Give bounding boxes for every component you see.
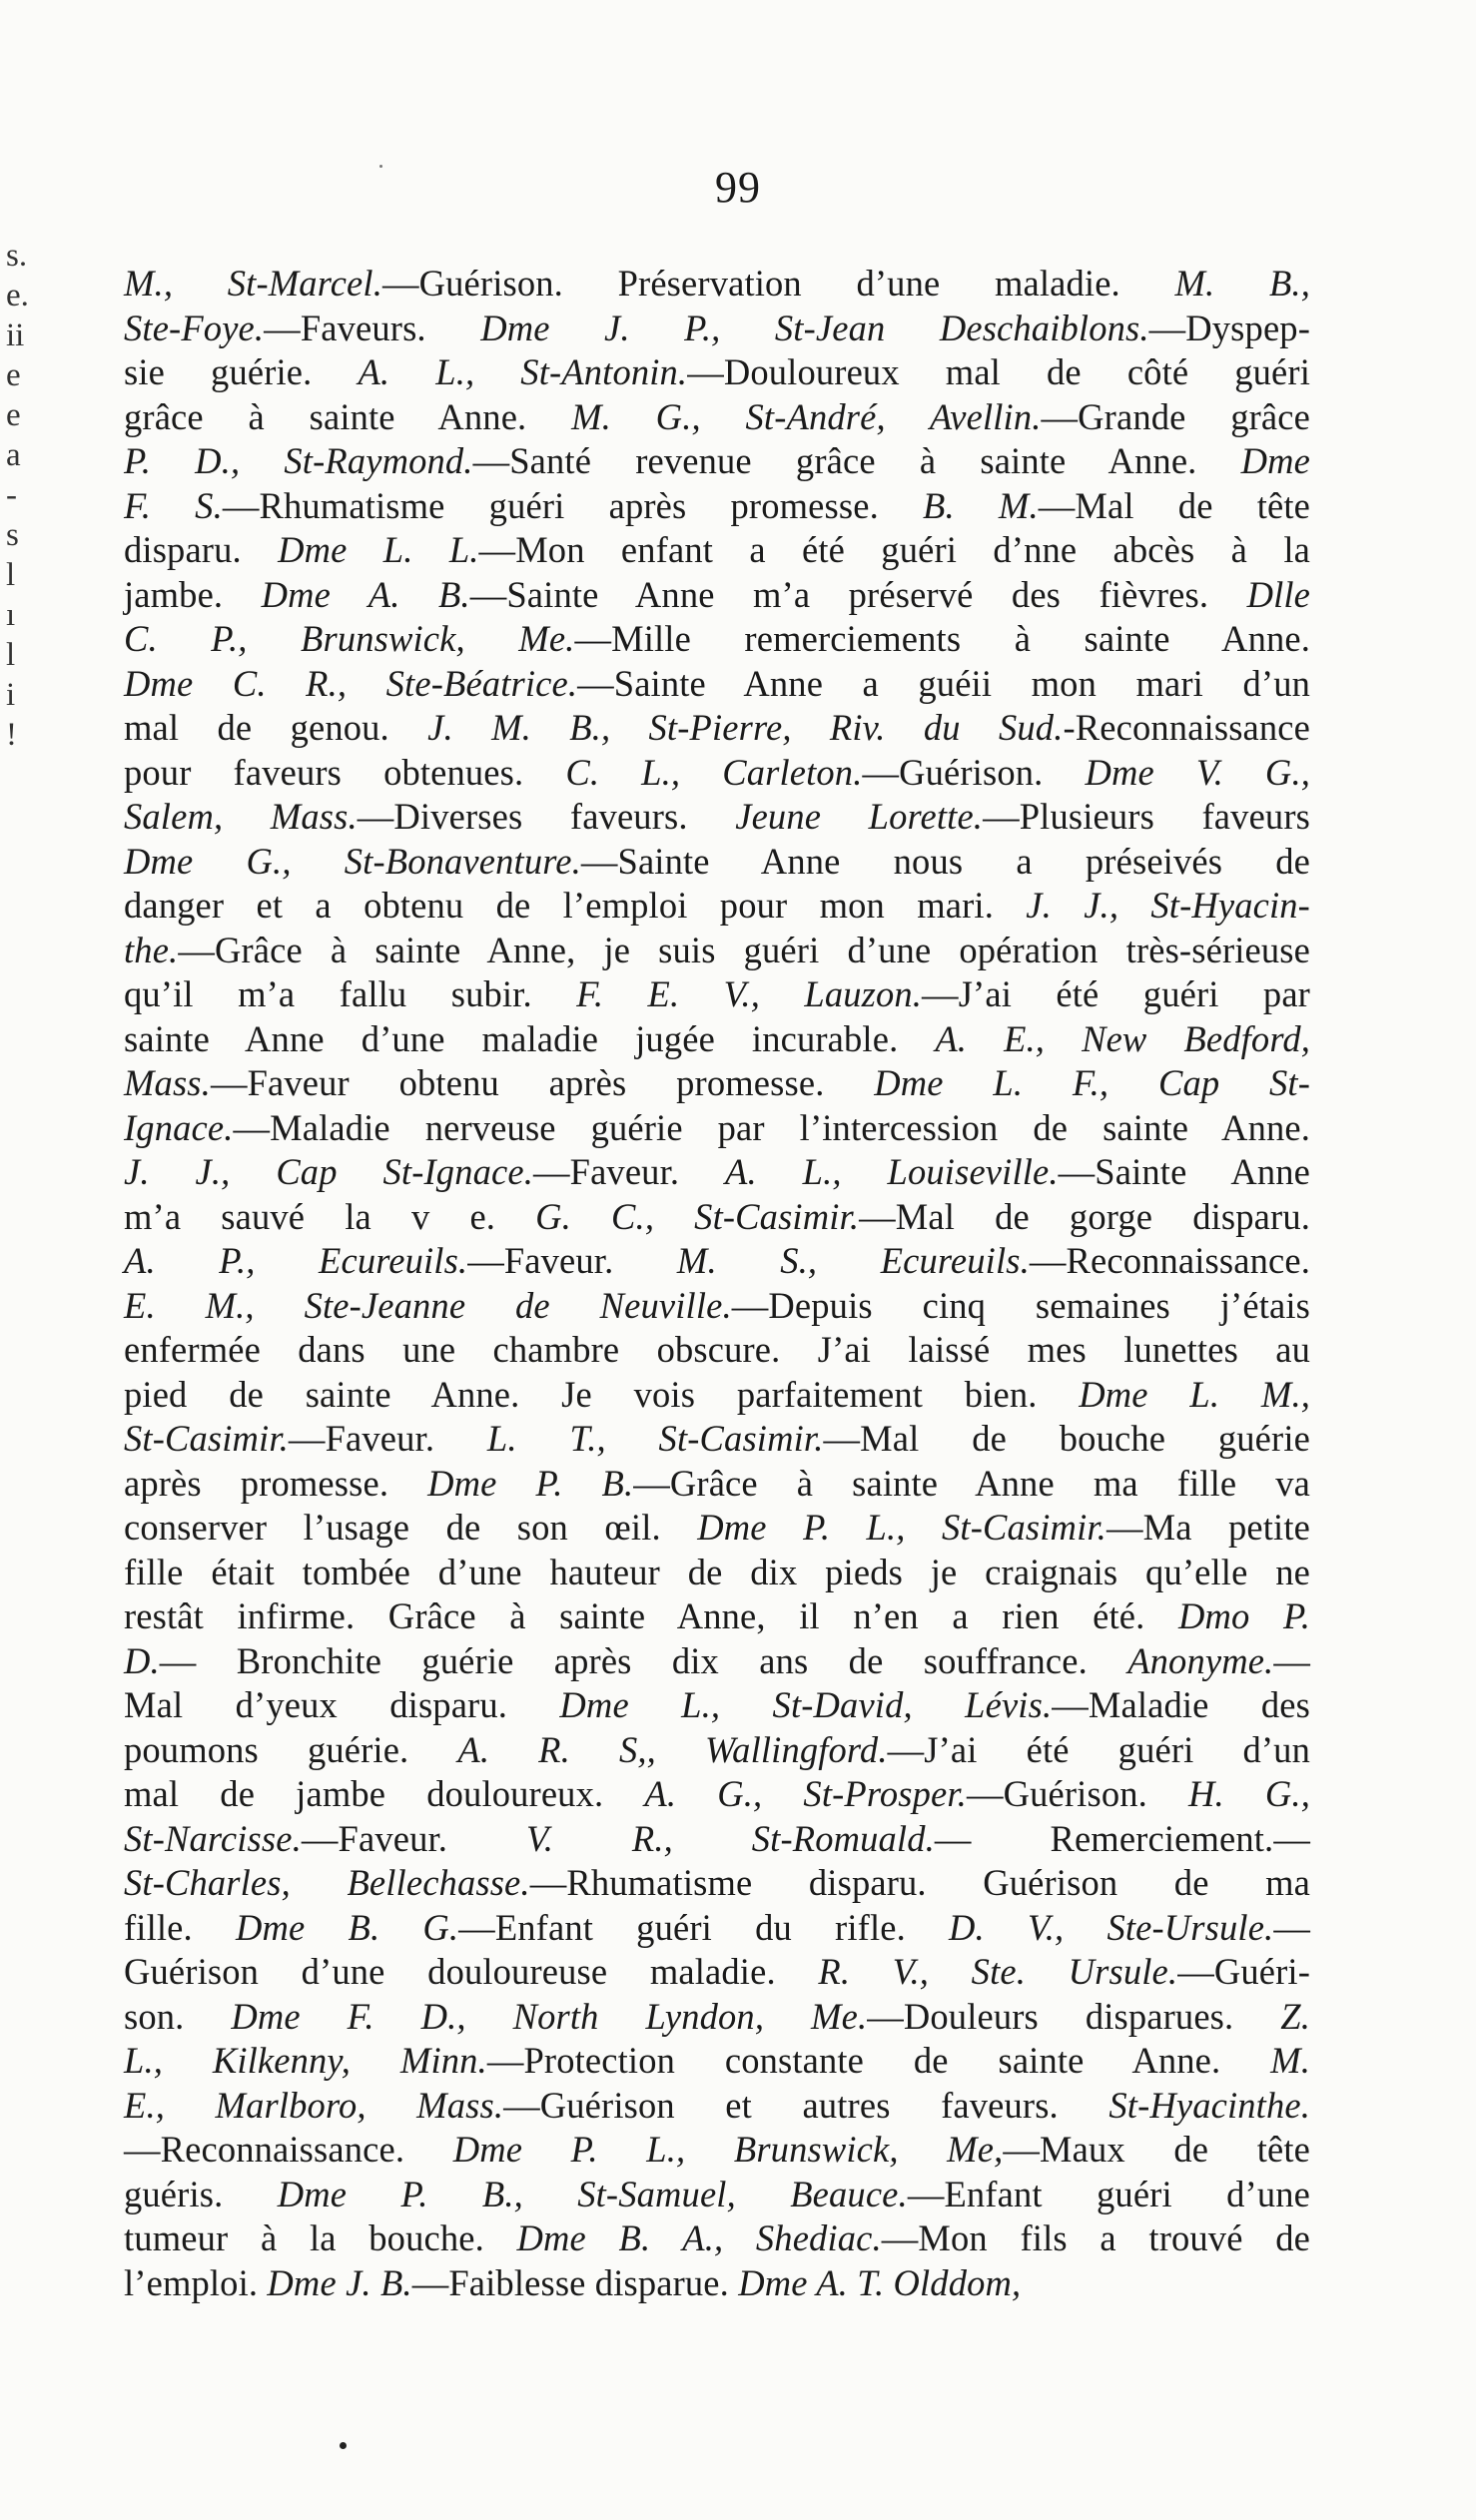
text-line: Dme C. R., Ste-Béatrice.—Sainte Anne a guéii mon mari d’un xyxy=(124,662,1310,704)
text-line: pour faveurs obtenues. C. L., Carleton.—Guérison. Dme V. G., xyxy=(124,751,1310,793)
text-line: restât infirme. Grâce à sainte Anne, il n’en a rien été. Dmo P. xyxy=(124,1595,1310,1636)
text-line: Salem, Mass.—Diverses faveurs. Jeune Lorette.—Plusieurs faveurs xyxy=(124,796,1310,837)
text-line: après promesse. Dme P. B.—Grâce à sainte Anne ma fille va xyxy=(124,1462,1310,1504)
text-line: St-Charles, Bellechasse.—Rhumatisme disparu. Guérison de ma xyxy=(124,1862,1310,1903)
margin-char: l xyxy=(6,637,16,673)
text-line: grâce à sainte Anne. M. G., St-André, Avellin.—Grande grâce xyxy=(124,395,1310,437)
text-line: —Reconnaissance. Dme P. L., Brunswick, Me,—Maux de tête xyxy=(124,2129,1310,2170)
page-number: 99 xyxy=(715,163,761,212)
text-line: P. D., St-Raymond.—Santé revenue grâce à sainte Anne. Dme xyxy=(124,440,1310,481)
text-line: enfermée dans une chambre obscure. J’ai laissé mes lunettes au xyxy=(124,1329,1310,1370)
margin-char: a xyxy=(6,437,21,473)
text-line: the.—Grâce à sainte Anne, je suis guéri d’une opération très-sérieuse xyxy=(124,929,1310,970)
margin-char: ! xyxy=(6,717,17,753)
margin-char: ı xyxy=(6,597,16,633)
text-line: M., St-Marcel.—Guérison. Préservation d’une maladie. M. B., xyxy=(124,263,1310,304)
margin-char: l xyxy=(6,557,16,593)
margin-char: e xyxy=(6,397,21,433)
margin-char: s xyxy=(6,517,19,553)
text-line: C. P., Brunswick, Me.—Mille remerciements à sainte Anne. xyxy=(124,618,1310,659)
text-line: Ignace.—Maladie nerveuse guérie par l’intercession de sainte Anne. xyxy=(124,1106,1310,1148)
text-line: sie guérie. A. L., St-Antonin.—Douloureux mal de côté guéri xyxy=(124,351,1311,392)
text-line: Dme G., St-Bonaventure.—Sainte Anne nous a préseivés de xyxy=(124,840,1310,882)
text-line: sainte Anne d’une maladie jugée incurable. A. E., New Bedford, xyxy=(124,1017,1310,1059)
text-line: m’a sauvé la v e. G. C., St-Casimir.—Mal de gorge disparu. xyxy=(124,1195,1310,1237)
text-line: St-Narcisse.—Faveur. V. R., St-Romuald.— Remerciement.— xyxy=(124,1817,1310,1859)
text-line: fille était tombée d’une hauteur de dix pieds je craignais qu’elle ne xyxy=(124,1551,1310,1592)
margin-char: s. xyxy=(6,238,28,274)
text-line: disparu. Dme L. L.—Mon enfant a été guéri d’nne abcès à la xyxy=(124,529,1310,570)
text-line: J. J., Cap St-Ignace.—Faveur. A. L., Louiseville.—Sainte Anne xyxy=(124,1151,1310,1192)
text-line: D.— Bronchite guérie après dix ans de souffrance. Anonyme.— xyxy=(124,1639,1310,1681)
text-line: guéris. Dme P. B., St-Samuel, Beauce.—Enfant guéri d’une xyxy=(124,2173,1310,2214)
text-line: Mass.—Faveur obtenu après promesse. Dme L. F., Cap St- xyxy=(124,1062,1311,1103)
text-line: jambe. Dme A. B.—Sainte Anne m’a préservé des fièvres. Dlle xyxy=(124,573,1311,615)
margin-char: e. xyxy=(6,278,29,314)
text-line: mal de genou. J. M. B., St-Pierre, Riv. du Sud.-Reconnaissance xyxy=(124,707,1311,748)
text-line: pied de sainte Anne. Je vois parfaitement bien. Dme L. M., xyxy=(124,1373,1310,1415)
text-line: L., Kilkenny, Minn.—Protection constante de sainte Anne. M. xyxy=(124,2040,1310,2081)
text-line: F. S.—Rhumatisme guéri après promesse. B. M.—Mal de tête xyxy=(124,484,1310,526)
text-line: l’emploi. Dme J. B.—Faiblesse disparue. Dme A. T. Olddom, xyxy=(124,2261,1022,2303)
left-margin-fragments xyxy=(6,236,36,755)
text-line: danger et a obtenu de l’emploi pour mon mari. J. J., St-Hyacin- xyxy=(124,885,1310,926)
text-line: conserver l’usage de son œil. Dme P. L., St-Casimir.—Ma petite xyxy=(124,1507,1310,1548)
margin-char: i xyxy=(6,677,16,713)
margin-char: e xyxy=(6,357,21,393)
text-line: Mal d’yeux disparu. Dme L., St-David, Lévis.—Maladie des xyxy=(124,1684,1310,1725)
text-line: Ste-Foye.—Faveurs. Dme J. P., St-Jean Deschaiblons.—Dyspep- xyxy=(124,307,1310,348)
text-line: Guérison d’une douloureuse maladie. R. V., Ste. Ursule.—Guéri- xyxy=(124,1951,1310,1992)
text-line: son. Dme F. D., North Lyndon, Me.—Douleurs disparues. Z. xyxy=(124,1995,1310,2037)
text-line: qu’il m’a fallu subir. F. E. V., Lauzon.—J’ai été guéri par xyxy=(124,973,1310,1014)
body-text xyxy=(124,262,1310,2305)
speck-bottom xyxy=(340,2442,347,2449)
text-line: E. M., Ste-Jeanne de Neuville.—Depuis cinq semaines j’étais xyxy=(124,1284,1310,1326)
text-line: E., Marlboro, Mass.—Guérison et autres faveurs. St-Hyacinthe. xyxy=(124,2084,1310,2126)
text-line: A. P., Ecureuils.—Faveur. M. S., Ecureuils.—Reconnaissance. xyxy=(124,1240,1310,1281)
text-line: poumons guérie. A. R. S,, Wallingford.—J’ai été guéri d’un xyxy=(124,1728,1310,1770)
text-line: mal de jambe douloureux. A. G., St-Prosper.—Guérison. H. G., xyxy=(124,1773,1310,1814)
margin-char: - xyxy=(6,477,17,513)
margin-char: ii xyxy=(6,317,25,353)
text-line: fille. Dme B. G.—Enfant guéri du rifle. D. V., Ste-Ursule.— xyxy=(124,1906,1310,1948)
text-line: tumeur à la bouche. Dme B. A., Shediac.—Mon fils a trouvé de xyxy=(124,2217,1310,2258)
text-line: St-Casimir.—Faveur. L. T., St-Casimir.—Mal de bouche guérie xyxy=(124,1418,1310,1459)
